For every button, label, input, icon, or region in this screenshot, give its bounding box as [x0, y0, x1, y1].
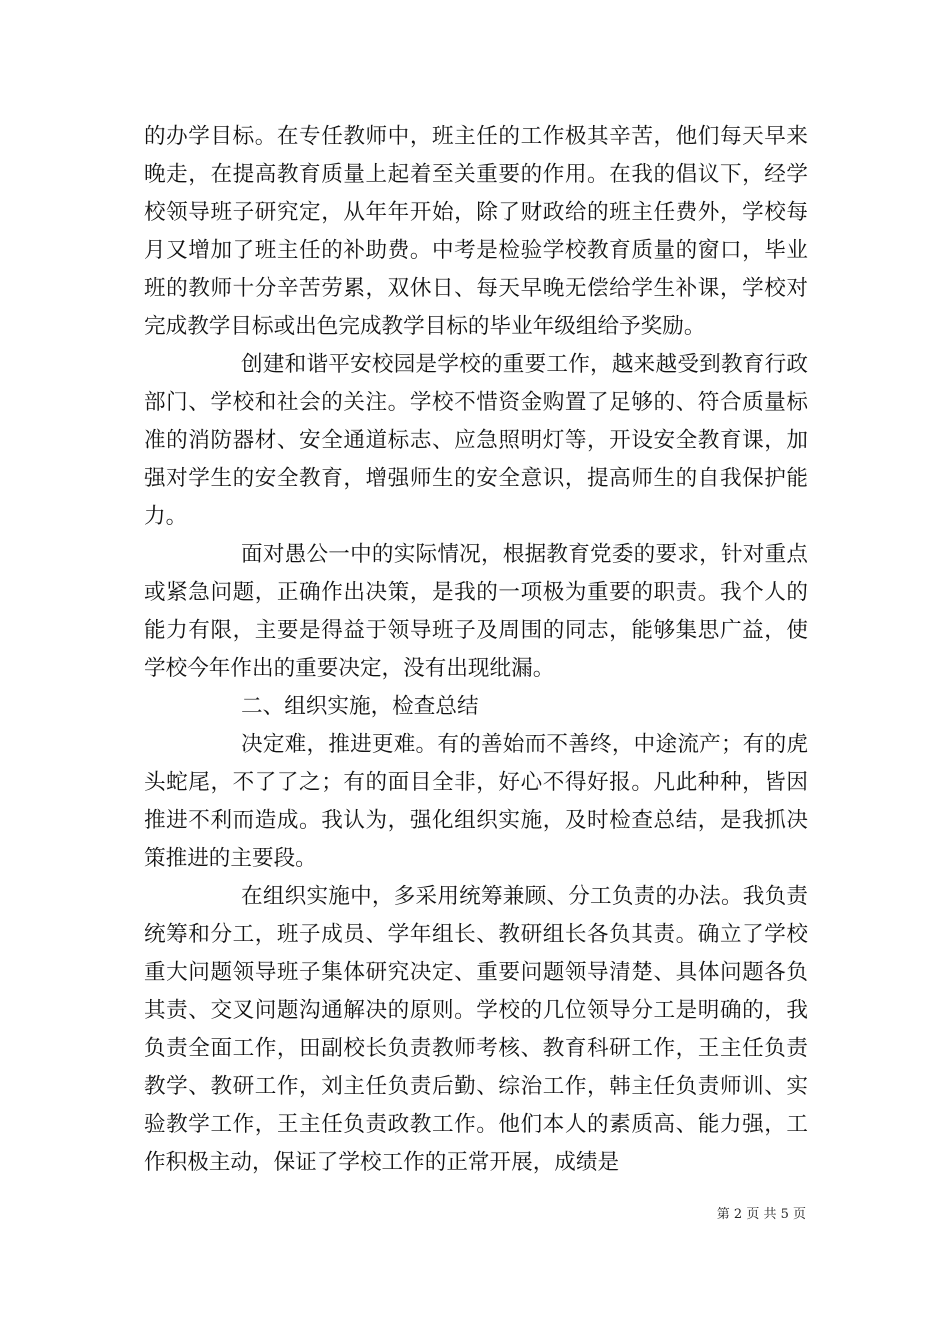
page-number: 第 2 页 共 5 页	[716, 1207, 806, 1222]
paragraph-2: 创建和谐平安校园是学校的重要工作，越来越受到教育行政部门、学校和社会的关注。学校不惜资金购置了足够的、符合质量标准的消防器材、安全通道标志、应急照明灯等，开设安全教育课，加强对学生的安全教育，增强师生的安全意识，提高师生的自我保护能力。	[144, 352, 808, 529]
paragraph-3: 面对愚公一中的实际情况，根据教育党委的要求，针对重点或紧急问题，正确作出决策，是我的一项极为重要的职责。我个人的能力有限，主要是得益于领导班子及周围的同志，能够集思广益，使学校今年作出的重要决定，没有出现纰漏。	[144, 542, 808, 681]
section-heading: 二、组织实施，检查总结	[241, 694, 479, 719]
paragraph-4: 决定难，推进更难。有的善始而不善终，中途流产；有的虎头蛇尾，不了了之；有的面目全非，好心不得好报。凡此种种，皆因推进不利而造成。我认为，强化组织实施，及时检查总结，是我抓决策推进的主要段。	[144, 732, 808, 871]
paragraph-5: 在组织实施中，多采用统筹兼顾、分工负责的办法。我负责统筹和分工，班子成员、学年组长、教研组长各负其责。确立了学校重大问题领导班子集体研究决定、重要问题领导清楚、具体问题各负其责、交叉问题沟通解决的原则。学校的几位领导分工是明确的，我负责全面工作，田副校长负责教师考核、教育科研工作，王主任负责教学、教研工作，刘主任负责后勤、综治工作，韩主任负责师训、实验教学工作，王主任负责政教工作。他们本人的素质高、能力强，工作积极主动，保证了学校工作的正常开展，成绩是	[144, 884, 808, 1175]
paragraph-1: 的办学目标。在专任教师中，班主任的工作极其辛苦，他们每天早来晚走，在提高教育质量上起着至关重要的作用。在我的倡议下，经学校领导班子研究定，从年年开始，除了财政给的班主任费外，学校每月又增加了班主任的补助费。中考是检验学校教育质量的窗口，毕业班的教师十分辛苦劳累，双休日、每天早晚无偿给学生补课，学校对完成教学目标或出色完成教学目标的毕业年级组给予奖励。	[144, 124, 808, 339]
document-body	[144, 118, 808, 1182]
